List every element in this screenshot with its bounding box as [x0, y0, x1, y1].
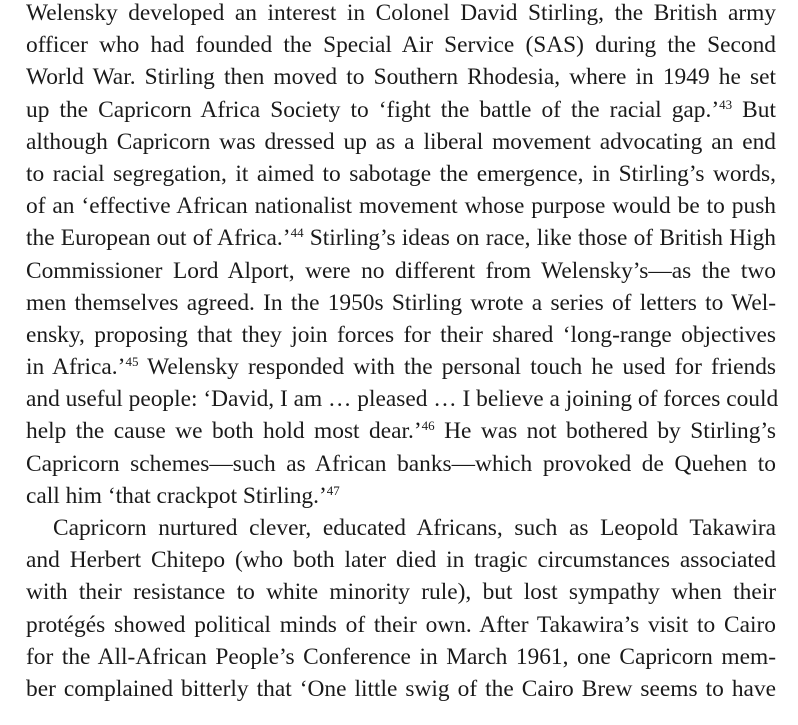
text-line [26, 190, 776, 222]
footnote-ref: 46 [421, 418, 435, 434]
text-run: for the All-African People’s Conference in March 1961, one Capricorn mem- [26, 643, 776, 670]
text-run: ber complained bitterly that ‘One little swig of the Cairo Brew seems to have [26, 675, 776, 702]
text-run: help the cause we both hold most dear.’ [26, 418, 422, 445]
text-line [26, 544, 776, 576]
text-line [26, 512, 776, 544]
text-line [26, 319, 776, 351]
text-run: up the Capricorn Africa Society to ‘fight the battle of the racial gap.’ [26, 96, 720, 123]
text-line [26, 94, 776, 126]
text-run: But [732, 96, 776, 123]
text-run: Stirling’s ideas on race, like those of British High [303, 225, 777, 252]
text-run: protégés showed political minds of their own. After Takawira’s visit to Cairo [26, 611, 776, 638]
text-run: ensky, proposing that they join forces for their shared ‘long-range objectives [26, 321, 776, 348]
text-line [26, 126, 776, 158]
text-line [26, 255, 776, 287]
text-line [26, 480, 776, 512]
text-run: with their resistance to white minority rule), but lost sympathy when their [26, 579, 776, 606]
text-run: Commissioner Lord Alport, were no different from Welensky’s—as the two [26, 257, 776, 284]
text-run: to racial segregation, it aimed to sabotage the emergence, in Stirling’s words, [26, 160, 776, 187]
paragraph [26, 512, 776, 705]
book-page [26, 0, 779, 705]
text-run: and useful people: ‘David, I am … pleased … I believe a joining of forces could [26, 386, 779, 413]
text-run: men themselves agreed. In the 1950s Stirling wrote a series of letters to Wel- [26, 289, 776, 316]
footnote-ref: 44 [290, 225, 304, 241]
text-line [26, 415, 776, 447]
text-line [26, 609, 776, 641]
text-run: of an ‘effective African nationalist movement whose purpose would be to push [26, 193, 776, 220]
text-run: call him ‘that crackpot Stirling.’ [26, 482, 327, 509]
text-line [26, 287, 776, 319]
text-run: World War. Stirling then moved to Southern Rhodesia, where in 1949 he set [26, 64, 776, 91]
text-run: the European out of Africa.’ [26, 225, 291, 252]
text-line [26, 61, 776, 93]
text-run: Capricorn nurtured clever, educated Africans, such as Leopold Takawira [53, 515, 776, 541]
text-run: Capricorn schemes—such as African banks—which provoked de Quehen to [26, 450, 776, 477]
text-line [26, 351, 776, 383]
text-run: although Capricorn was dressed up as a liberal movement advocating an end [26, 128, 776, 155]
text-line [26, 222, 776, 254]
text-line [26, 383, 779, 415]
text-line [26, 158, 776, 190]
text-line [26, 0, 776, 29]
text-line [26, 576, 776, 608]
paragraph [26, 0, 779, 512]
text-line [26, 448, 776, 480]
text-run: He was not bothered by Stirling’s [434, 418, 776, 445]
text-run: officer who had founded the Special Air Service (SAS) during the Second [26, 32, 776, 59]
text-run: in Africa.’ [26, 354, 126, 381]
text-line [26, 641, 776, 673]
text-run: Welensky developed an interest in Colonel David Stirling, the British army [26, 0, 776, 26]
text-run: and Herbert Chitepo (who both later died in tragic circumstances associated [26, 547, 776, 574]
footnote-ref: 47 [326, 482, 340, 498]
footnote-ref: 45 [125, 354, 139, 370]
text-run: Welensky responded with the personal touch he used for friends [138, 354, 776, 381]
text-line [26, 29, 776, 61]
footnote-ref: 43 [719, 96, 733, 112]
text-line [26, 673, 776, 705]
